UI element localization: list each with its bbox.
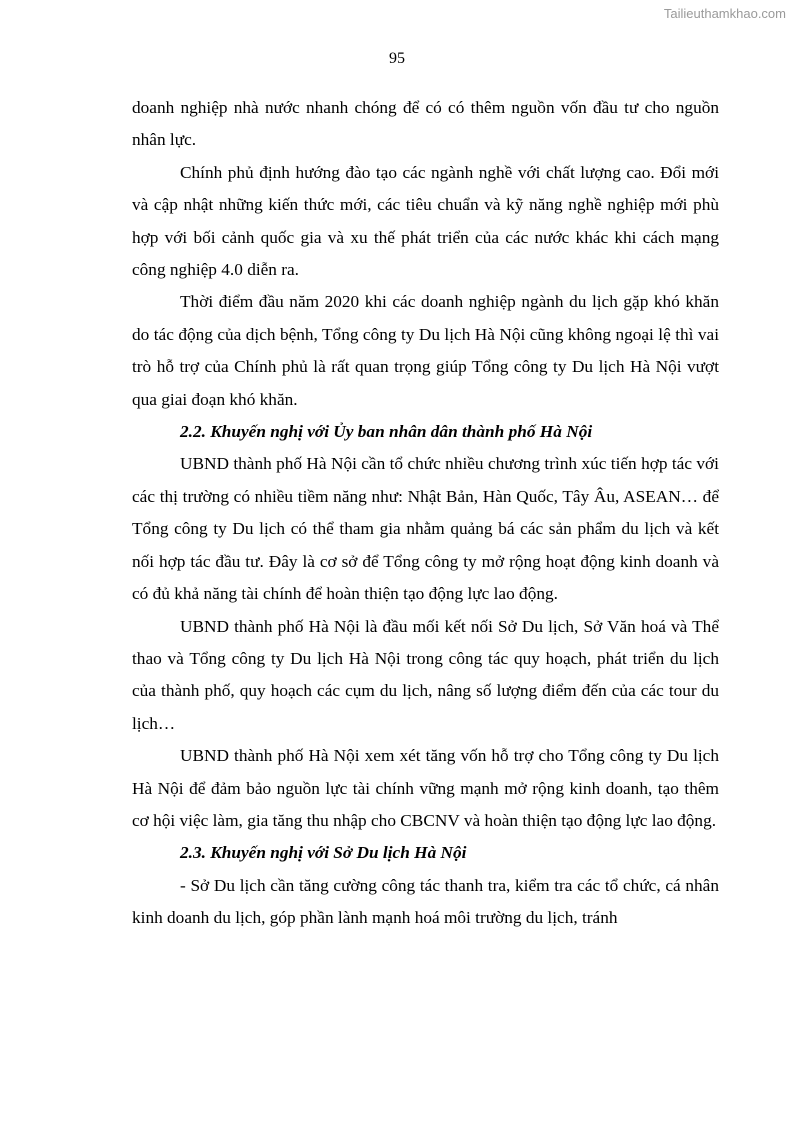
document-body (132, 92, 719, 935)
paragraph: UBND thành phố Hà Nội xem xét tăng vốn hỗ trợ cho Tổng công ty Du lịch Hà Nội để đảm bảo nguồn lực tài chính vững mạnh mở rộng kinh doanh, tạo thêm cơ hội việc làm, gia tăng thu nhập cho CBCNV và hoàn thiện tạo động lực lao động. (132, 746, 719, 830)
paragraph: - Sở Du lịch cần tăng cường công tác thanh tra, kiểm tra các tổ chức, cá nhân kinh doanh du lịch, góp phần lành mạnh hoá môi trường du lịch, tránh (132, 875, 719, 928)
paragraph-continuation: doanh nghiệp nhà nước nhanh chóng để có có thêm nguồn vốn đầu tư cho nguồn nhân lực. (132, 98, 719, 150)
section-heading: 2.3. Khuyến nghị với Sở Du lịch Hà Nội (180, 843, 467, 863)
page-number: 95 (389, 50, 405, 67)
section-heading: 2.2. Khuyến nghị với Ủy ban nhân dân thành phố Hà Nội (180, 422, 593, 442)
paragraph: UBND thành phố Hà Nội là đầu mối kết nối Sở Du lịch, Sở Văn hoá và Thể thao và Tổng công ty Du lịch Hà Nội trong công tác quy hoạch, phát triển du lịch của thành phố, quy hoạch các cụm du lịch, nâng số lượng điểm đến của các tour du lịch… (132, 616, 719, 733)
paragraph: UBND thành phố Hà Nội cần tổ chức nhiều chương trình xúc tiến hợp tác với các thị trường có nhiều tiềm năng như: Nhật Bản, Hàn Quốc, Tây Âu, ASEAN… để Tổng công ty Du lịch có thể tham gia nhằm quảng bá các sản phẩm du lịch và kết nối hợp tác đầu tư. Đây là cơ sở để Tổng công ty mở rộng hoạt động kinh doanh và có đủ khả năng tài chính để hoàn thiện tạo động lực lao động. (132, 454, 719, 604)
paragraph: Chính phủ định hướng đào tạo các ngành nghề với chất lượng cao. Đổi mới và cập nhật những kiến thức mới, các tiêu chuẩn và kỹ năng nghề nghiệp mới phù hợp với bối cảnh quốc gia và xu thế phát triển của các nước khác khi cách mạng công nghiệp 4.0 diễn ra. (132, 162, 719, 280)
paragraph: Thời điểm đầu năm 2020 khi các doanh nghiệp ngành du lịch gặp khó khăn do tác động của dịch bệnh, Tổng công ty Du lịch Hà Nội cũng không ngoại lệ thì vai trò hỗ trợ của Chính phủ là rất quan trọng giúp Tổng công ty Du lịch Hà Nội vượt qua giai đoạn khó khăn. (132, 292, 719, 409)
watermark: Tailieuthamkhao.com (663, 6, 786, 21)
